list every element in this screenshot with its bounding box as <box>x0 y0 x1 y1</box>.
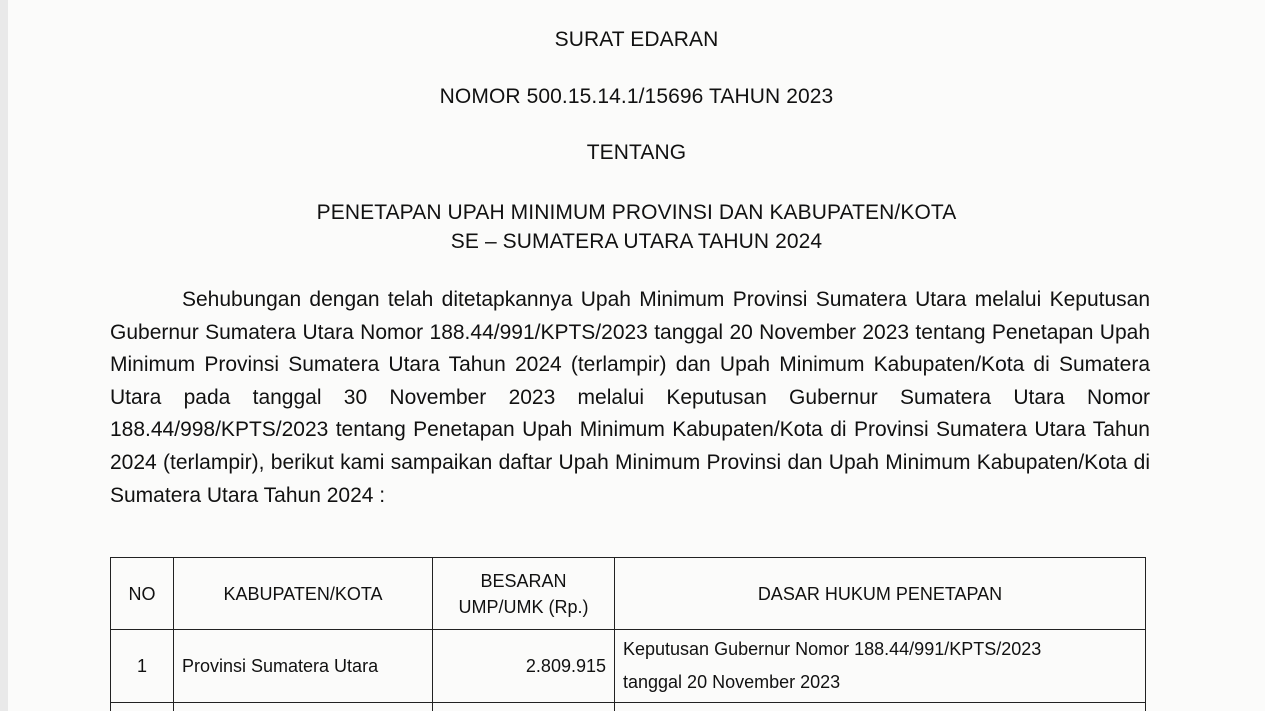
document-page <box>8 0 1265 711</box>
header-dasar-hukum: DASAR HUKUM PENETAPAN <box>615 558 1146 630</box>
wage-table <box>110 557 1146 711</box>
document-subject <box>8 198 1265 256</box>
header-no: NO <box>111 558 174 630</box>
row-kabupaten: Provinsi Sumatera Utara <box>174 630 433 703</box>
document-number: NOMOR 500.15.14.1/15696 TAHUN 2023 <box>439 85 834 108</box>
document-subject-line-1: PENETAPAN UPAH MINIMUM PROVINSI DAN KABUPATEN/KOTA <box>316 201 957 224</box>
row-dasar-hukum-line-1: Keputusan Gubernur Nomor 188.44/991/KPTS/2023 <box>623 639 1042 659</box>
document-title: SURAT EDARAN <box>554 28 719 51</box>
row-dasar-hukum-line-2: tanggal 20 November 2023 <box>623 672 841 692</box>
header-besaran <box>433 558 615 630</box>
header-kabupaten: KABUPATEN/KOTA <box>174 558 433 630</box>
row-partial-cell <box>111 703 174 711</box>
header-besaran-line-2: UMP/UMK (Rp.) <box>458 596 589 617</box>
row-no: 1 <box>111 630 174 703</box>
row-besaran: 2.809.915 <box>433 630 615 703</box>
row-dasar-hukum <box>615 630 1146 703</box>
document-about-label: TENTANG <box>586 141 687 164</box>
document-paragraph: Sehubungan dengan telah ditetapkannya Upah Minimum Provinsi Sumatera Utara melalui Keputusan Gubernur Sumatera Utara Nomor 188.44/991/KPTS/2023 tanggal 20 November 2023 tentang Penetapan Upah Minimum Provinsi Sumatera Utara Tahun 2024 (terlampir) dan Upah Minimum Kabupaten/Kota di Sumatera Utara pada tanggal 30 November 2023 melalui Keputusan Gubernur Sumatera Utara Nomor 188.44/998/KPTS/2023 tentang Penetapan Upah Minimum Kabupaten/Kota di Provinsi Sumatera Utara Tahun 2024 (terlampir), berikut kami sampaikan daftar Upah Minimum Provinsi dan Upah Minimum Kabupaten/Kota di Sumatera Utara Tahun 2024 : <box>110 288 1150 507</box>
document-subject-line-2: SE – SUMATERA UTARA TAHUN 2024 <box>450 230 823 253</box>
table-row-partial <box>111 703 1146 711</box>
row-partial-cell <box>174 703 433 711</box>
header-besaran-line-1: BESARAN <box>480 570 567 591</box>
row-partial-cell <box>433 703 615 711</box>
wage-table-header-row <box>111 558 1146 630</box>
table-row <box>111 630 1146 703</box>
row-partial-cell <box>615 703 1146 711</box>
